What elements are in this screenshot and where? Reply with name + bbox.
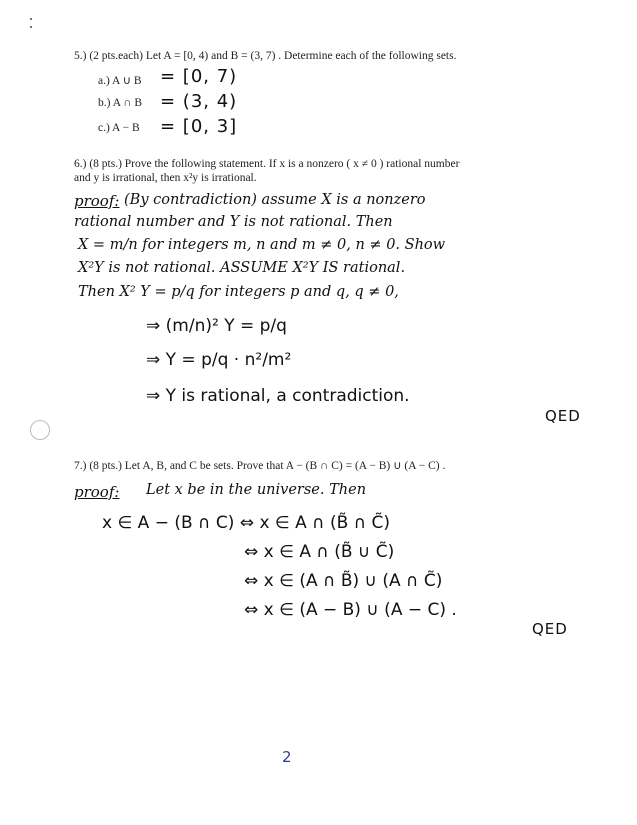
problem5-b-label: b.) A ∩ B xyxy=(98,97,143,109)
problem7-step2: ⇔ x ∈ A ∩ (B̃ ∪ C̃) xyxy=(244,542,395,562)
problem6-prompt-line1: 6.) (8 pts.) Prove the following statement. If x is a nonzero ( x ≠ 0 ) rational number xyxy=(74,158,460,170)
problem6-step3: ⇒ Y is rational, a contradiction. xyxy=(146,386,410,406)
problem5-c-answer: = [0, 3] xyxy=(160,116,238,137)
problem6-proof-line5: Then X² Y = p/q for integers p and q, q ≠ 0, xyxy=(78,284,399,300)
margin-mark xyxy=(30,26,32,28)
problem5-a-answer: = [0, 7) xyxy=(160,66,238,87)
problem7-proof-label: proof: xyxy=(74,483,120,501)
page-number: 2 xyxy=(282,748,292,766)
problem6-proof-line4: X²Y is not rational. ASSUME X²Y IS rational. xyxy=(78,260,406,276)
problem7-step1: x ∈ A − (B ∩ C) ⇔ x ∈ A ∩ (B̃ ∩ C̃) xyxy=(102,513,391,533)
problem7-qed: QED xyxy=(532,620,568,638)
problem6-step1: ⇒ (m/n)² Y = p/q xyxy=(146,316,287,336)
problem7-prompt: 7.) (8 pts.) Let A, B, and C be sets. Prove that A − (B ∩ C) = (A − B) ∪ (A − C) . xyxy=(74,460,446,472)
problem7-proof-line1: Let x be in the universe. Then xyxy=(146,482,367,498)
problem5-b-answer: = (3, 4) xyxy=(160,91,238,112)
problem6-proof-line1: (By contradiction) assume X is a nonzero xyxy=(124,192,426,208)
problem6-prompt-line2: and y is irrational, then x²y is irrational. xyxy=(74,172,257,184)
problem7-step4: ⇔ x ∈ (A − B) ∪ (A − C) . xyxy=(244,600,457,620)
problem7-step3: ⇔ x ∈ (A ∩ B̃) ∪ (A ∩ C̃) xyxy=(244,571,443,591)
problem5-c-label: c.) A − B xyxy=(98,122,140,134)
problem6-proof-line3: X = m/n for integers m, n and m ≠ 0, n ≠ 0. Show xyxy=(78,237,446,253)
margin-mark xyxy=(30,18,32,20)
problem6-qed: QED xyxy=(545,407,581,425)
problem5-prompt: 5.) (2 pts.each) Let A = [0, 4) and B = (3, 7) . Determine each of the following sets. xyxy=(74,50,457,62)
problem6-proof-label: proof: xyxy=(74,192,120,210)
problem6-step2: ⇒ Y = p/q · n²/m² xyxy=(146,350,292,370)
problem5-a-label: a.) A ∪ B xyxy=(98,75,142,87)
problem6-proof-line2: rational number and Y is not rational. Then xyxy=(74,214,393,230)
punch-hole xyxy=(30,420,50,440)
